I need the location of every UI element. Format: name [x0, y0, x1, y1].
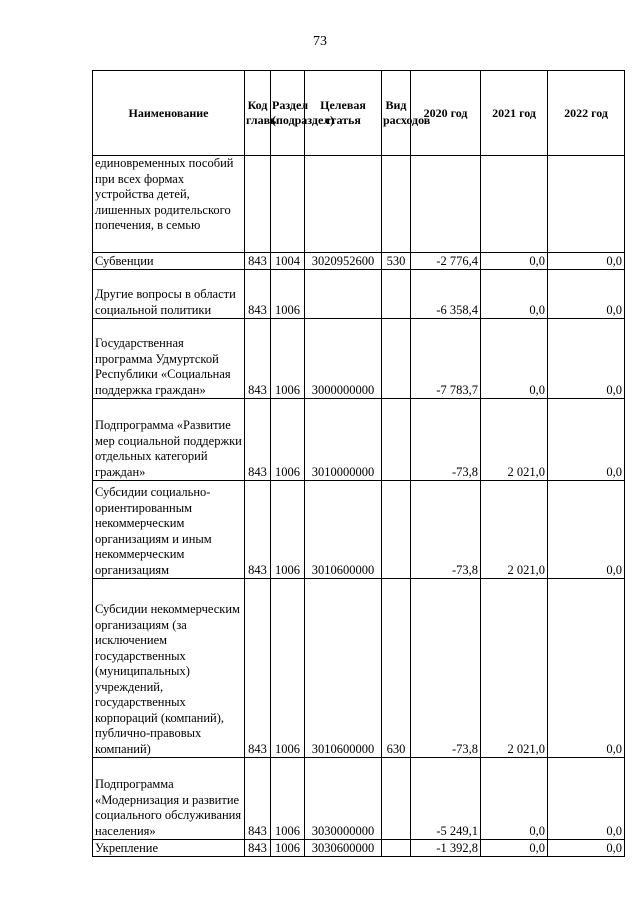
row-vid	[382, 399, 411, 481]
row-glava	[245, 156, 271, 253]
row-2022: 0,0	[548, 481, 625, 579]
row-statya: 3010600000	[305, 481, 382, 579]
row-2021: 2 021,0	[481, 481, 548, 579]
row-2021: 2 021,0	[481, 579, 548, 758]
row-vid	[382, 156, 411, 253]
row-2021: 0,0	[481, 840, 548, 857]
row-statya: 3030000000	[305, 758, 382, 840]
row-glava: 843	[245, 758, 271, 840]
row-glava: 843	[245, 319, 271, 399]
row-2022: 0,0	[548, 399, 625, 481]
row-2022	[548, 156, 625, 253]
row-name: Субвенции	[93, 253, 245, 270]
row-glava: 843	[245, 840, 271, 857]
table-row	[93, 253, 625, 270]
row-name: Подпрограмма «Модернизация и развитие социального обслуживания населения»	[93, 758, 245, 840]
row-razdel: 1006	[271, 481, 305, 579]
row-2021: 0,0	[481, 319, 548, 399]
row-2020: -6 358,4	[411, 270, 481, 319]
row-name: Субсидии социально-ориентированным некоммерческим организациям и иным некоммерческим организациям	[93, 481, 245, 579]
row-statya: 3030600000	[305, 840, 382, 857]
row-2022: 0,0	[548, 840, 625, 857]
row-statya	[305, 270, 382, 319]
row-name: Другие вопросы в области социальной политики	[93, 270, 245, 319]
row-razdel: 1006	[271, 270, 305, 319]
row-vid	[382, 481, 411, 579]
header-2020: 2020 год	[411, 71, 481, 156]
header-name: Наименование	[93, 71, 245, 156]
row-vid: 530	[382, 253, 411, 270]
header-razdel: Раздел (подраздел)	[271, 71, 305, 156]
row-2020: -73,8	[411, 579, 481, 758]
page-number: 73	[313, 34, 327, 49]
row-2020: -7 783,7	[411, 319, 481, 399]
row-2020: -2 776,4	[411, 253, 481, 270]
row-statya: 3010000000	[305, 399, 382, 481]
budget-table	[92, 70, 625, 857]
row-2022: 0,0	[548, 253, 625, 270]
table-row	[93, 319, 625, 399]
row-2021: 0,0	[481, 270, 548, 319]
row-razdel: 1006	[271, 758, 305, 840]
row-razdel: 1004	[271, 253, 305, 270]
row-2020: -73,8	[411, 481, 481, 579]
table-row	[93, 840, 625, 857]
row-2020: -5 249,1	[411, 758, 481, 840]
row-vid	[382, 758, 411, 840]
header-2021: 2021 год	[481, 71, 548, 156]
row-vid	[382, 840, 411, 857]
row-razdel: 1006	[271, 399, 305, 481]
row-vid	[382, 319, 411, 399]
row-glava: 843	[245, 253, 271, 270]
header-row	[93, 71, 625, 156]
header-2022: 2022 год	[548, 71, 625, 156]
table-row	[93, 270, 625, 319]
row-2022: 0,0	[548, 579, 625, 758]
row-glava: 843	[245, 270, 271, 319]
row-statya: 3000000000	[305, 319, 382, 399]
row-vid: 630	[382, 579, 411, 758]
row-2020	[411, 156, 481, 253]
row-glava: 843	[245, 481, 271, 579]
row-2022: 0,0	[548, 758, 625, 840]
row-razdel: 1006	[271, 840, 305, 857]
row-name: Субсидии некоммерческим организациям (за исключением государственных (муниципальных) учреждений, государственных корпораций (компаний), публично-правовых компаний)	[93, 579, 245, 758]
row-2021: 0,0	[481, 758, 548, 840]
row-2021	[481, 156, 548, 253]
row-2021: 2 021,0	[481, 399, 548, 481]
row-razdel	[271, 156, 305, 253]
row-statya: 3020952600	[305, 253, 382, 270]
row-glava: 843	[245, 579, 271, 758]
row-name: Укрепление	[93, 840, 245, 857]
row-vid	[382, 270, 411, 319]
row-razdel: 1006	[271, 319, 305, 399]
row-razdel: 1006	[271, 579, 305, 758]
table-row	[93, 579, 625, 758]
table-row	[93, 156, 625, 253]
row-name: Государственная программа Удмуртской Республики «Социальная поддержка граждан»	[93, 319, 245, 399]
row-name: Подпрограмма «Развитие мер социальной поддержки отдельных категорий граждан»	[93, 399, 245, 481]
row-2022: 0,0	[548, 319, 625, 399]
table-row	[93, 758, 625, 840]
header-statya: Целевая статья	[305, 71, 382, 156]
row-2021: 0,0	[481, 253, 548, 270]
header-vid: Вид расходов	[382, 71, 411, 156]
row-2020: -1 392,8	[411, 840, 481, 857]
row-2020: -73,8	[411, 399, 481, 481]
table-row	[93, 481, 625, 579]
row-glava: 843	[245, 399, 271, 481]
row-name: единовременных пособий при всех формах устройства детей, лишенных родительского попечения, в семью	[93, 156, 245, 253]
table-row	[93, 399, 625, 481]
header-glava: Код главы	[245, 71, 271, 156]
row-2022: 0,0	[548, 270, 625, 319]
row-statya: 3010600000	[305, 579, 382, 758]
row-statya	[305, 156, 382, 253]
